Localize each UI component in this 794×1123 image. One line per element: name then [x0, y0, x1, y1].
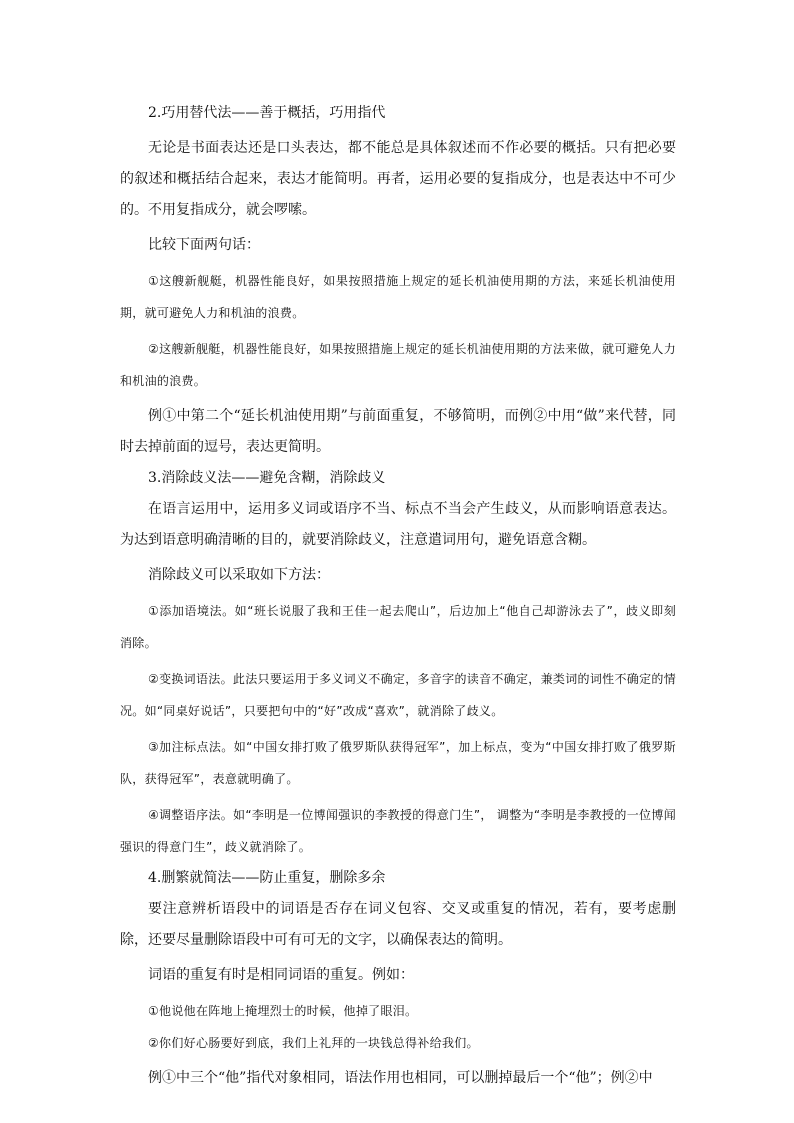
section-disambiguation — [120, 463, 676, 863]
section-heading: 4.删繁就简法——防止重复，删除多余 — [148, 870, 386, 886]
paragraph: 无论是书面表达还是口头表达，都不能总是具体叙述而不作必要的概括。只有把必要的叙述和概括结合起来，表达才能简明。再者，运用必要的复指成分，也是表达中不可少的。不用复指成分，就会啰嗦。 — [120, 140, 676, 218]
paragraph: 例①中三个“他”指代对象相同，语法作用也相同，可以删掉最后一个“他”；例②中 — [148, 1070, 653, 1086]
paragraph: 例①中第二个“延长机油使用期”与前面重复，不够简明，而例②中用“做”来代替，同时去掉前面的逗号，表达更简明。 — [120, 408, 676, 455]
paragraph: 比较下面两句话： — [148, 237, 260, 253]
paragraph: 在语言运用中，运用多义词或语序不当、标点不当会产生歧义，从而影响语意表达。为达到语意明确清晰的目的，就要消除歧义，注意遣词用句，避免语意含糊。 — [120, 501, 676, 548]
section-substitution — [120, 98, 676, 463]
example-sentence: ②你们好心肠要好到底，我们上礼拜的一块钱总得补给我们。 — [148, 1036, 479, 1050]
paragraph: 消除歧义可以采取如下方法： — [148, 567, 330, 583]
example-sentence: ②这艘新舰艇，机器性能良好，如果按照措施上规定的延长机油使用期的方法来做，就可避免人力和机油的浪费。 — [120, 342, 676, 388]
example-sentence: ①他说他在阵地上掩埋烈士的时候，他掉了眼泪。 — [148, 1004, 418, 1018]
example-sentence: ①添加语境法。如“班长说服了我和王佳一起去爬山”，后边加上“他自己却游泳去了”，歧义即刻消除。 — [120, 604, 676, 650]
section-heading: 2.巧用替代法——善于概括，巧用指代 — [148, 105, 386, 121]
section-heading: 3.消除歧义法——避免含糊，消除歧义 — [148, 470, 386, 486]
paragraph: 词语的重复有时是相同词语的重复。例如： — [148, 967, 414, 983]
paragraph: 要注意辨析语段中的词语是否存在词义包容、交叉或重复的情况，若有，要考虑删除，还要尽量删除语段中可有可无的文字，以确保表达的简明。 — [120, 901, 676, 948]
document-page — [120, 98, 676, 1094]
example-sentence: ①这艘新舰艇，机器性能良好，如果按照措施上规定的延长机油使用期的方法，来延长机油使用期，就可避免人力和机油的浪费。 — [120, 274, 676, 320]
example-sentence: ③加注标点法。如“中国女排打败了俄罗斯队获得冠军”，加上标点，变为“中国女排打败了俄罗斯队，获得冠军”，表意就明确了。 — [120, 740, 676, 786]
section-simplification — [120, 863, 676, 1094]
example-sentence: ④调整语序法。如“李明是一位博闻强识的李教授的得意门生”， 调整为“李明是李教授的一位博闻强识的得意门生”，歧义就消除了。 — [120, 808, 676, 854]
example-sentence: ②变换词语法。此法只要运用于多义词义不确定，多音字的读音不确定，兼类词的词性不确定的情况。如“同桌好说话”，只要把句中的“好”改成“喜欢”，就消除了歧义。 — [120, 672, 676, 718]
